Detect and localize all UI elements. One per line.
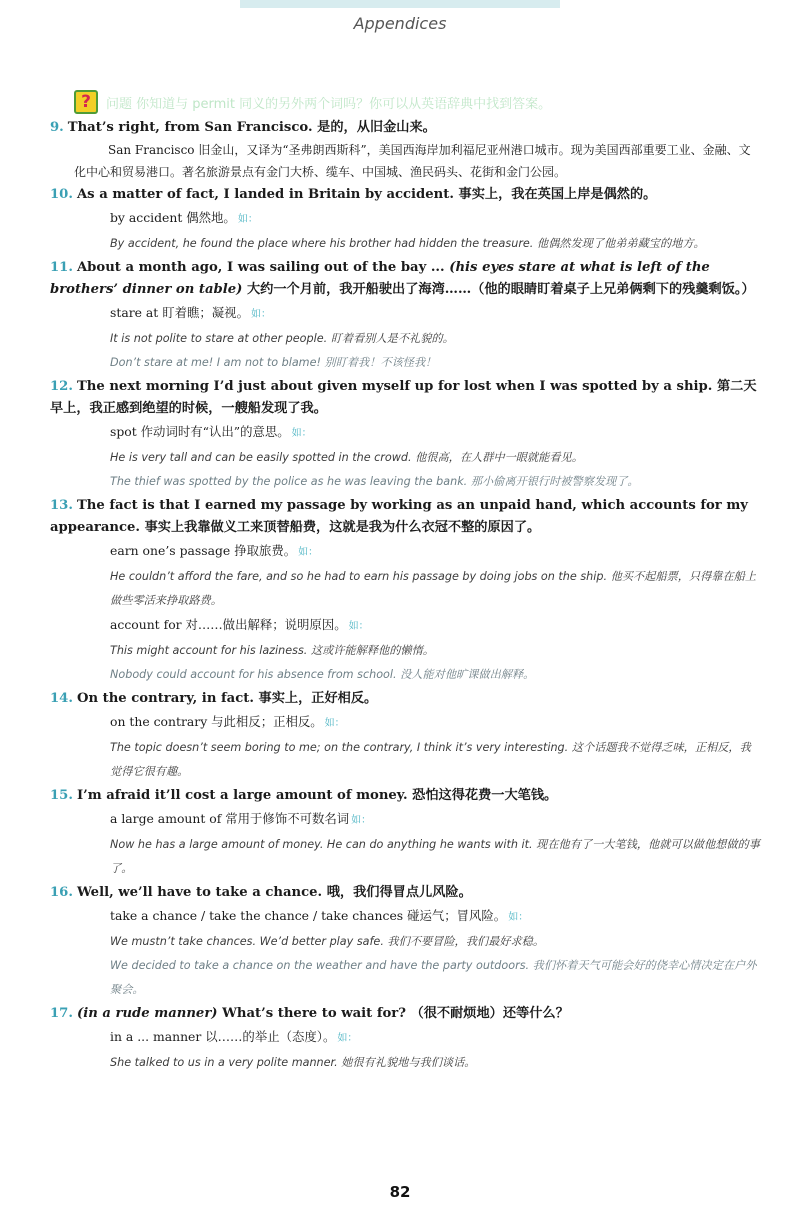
phrase-note	[50, 206, 760, 232]
example-sentence: The topic doesn’t seem boring to me; on the contrary, I think it’s very interesting. 这个话题我不觉得乏味，正相反，我觉得它很有趣。	[110, 741, 751, 778]
header-decoration	[240, 0, 560, 8]
example-sentence: It is not polite to stare at other people. 盯着看别人是不礼貌的。	[110, 332, 454, 345]
entry	[50, 495, 760, 687]
example-marker: 如：	[291, 428, 312, 439]
example-marker: 如：	[298, 547, 319, 558]
example-sentence: He is very tall and can be easily spotted in the crowd. 他很高，在人群中一眼就能看见。	[110, 451, 583, 464]
phrase-term: stare at 盯着瞧；凝视。	[110, 305, 249, 320]
entry-text: As a matter of fact, I landed in Britain by accident. 事实上，我在英国上岸是偶然的。	[76, 187, 657, 202]
phrase-term: a large amount of 常用于修饰不可数名词	[110, 811, 350, 826]
entry-text: That’s right, from San Francisco. 是的，从旧金山来。	[67, 120, 436, 135]
explanation-paragraph: San Francisco 旧金山，又译为“圣弗朗西斯科”，美国西海岸加利福尼亚州港口城市。现为美国西部重要工业、金融、文化中心和贸易港口。著名旅游景点有金门大桥、缆车、中国城、渔民码头、花街和金门公园。	[74, 143, 751, 179]
phrase-note	[50, 539, 760, 565]
phrase-note	[50, 1025, 760, 1051]
entry	[50, 184, 760, 256]
phrase-term: take a chance / take the chance / take chances 碰运气；冒风险。	[110, 908, 507, 923]
entry-text: Well, we’ll have to take a chance. 哦，我们得冒点儿风险。	[76, 885, 472, 900]
phrase-term: by accident 偶然地。	[110, 210, 236, 225]
entry-heading	[50, 117, 760, 139]
entry-heading	[50, 882, 760, 904]
example-sentence: By accident, he found the place where his brother had hidden the treasure. 他偶然发现了他弟弟藏宝的地方。	[110, 237, 705, 250]
entry-translation: 大约一个月前，我开船驶出了海湾……（他的眼睛盯着桌子上兄弟俩剩下的残羹剩饭。）	[242, 282, 755, 297]
example-sentence: We mustn’t take chances. We’d better play safe. 我们不要冒险，我们最好求稳。	[110, 935, 545, 948]
page-header: Appendices	[353, 14, 447, 33]
entry-number: 12.	[50, 379, 73, 394]
entry	[50, 257, 760, 375]
phrase-note	[50, 904, 760, 930]
example-sentence: Don’t stare at me! I am not to blame! 别盯着我！不该怪我！	[110, 356, 437, 369]
phrase-note	[50, 613, 760, 639]
example-marker: 如：	[348, 621, 369, 632]
example-marker: 如：	[508, 912, 529, 923]
phrase-note	[50, 710, 760, 736]
example-marker: 如：	[337, 1033, 358, 1044]
stage-direction: (in a rude manner)	[76, 1006, 218, 1021]
entry-list	[50, 117, 760, 1075]
entry-number: 15.	[50, 788, 73, 803]
entry-heading	[50, 257, 760, 301]
entry-number: 13.	[50, 498, 73, 513]
example-sentence: This might account for his laziness. 这或许能解释他的懒惰。	[110, 644, 434, 657]
entry-number: 9.	[50, 120, 64, 135]
entry	[50, 376, 760, 494]
entry-heading	[50, 376, 760, 420]
phrase-term: in a ... manner 以……的举止（态度）。	[110, 1029, 336, 1044]
phrase-note	[50, 301, 760, 327]
entry-text: What’s there to wait for? （很不耐烦地）还等什么？	[217, 1006, 569, 1021]
entry	[50, 785, 760, 881]
question-callout	[74, 90, 760, 114]
phrase-term: account for 对……做出解释；说明原因。	[110, 617, 347, 632]
question-mark-icon: ?	[74, 90, 98, 114]
entry-heading	[50, 184, 760, 206]
entry-number: 10.	[50, 187, 73, 202]
example-marker: 如：	[237, 214, 258, 225]
example-sentence: The thief was spotted by the police as he was leaving the bank. 那小偷离开银行时被警察发现了。	[110, 475, 639, 488]
entry-text: About a month ago, I was sailing out of the bay ...	[76, 260, 450, 275]
example-sentence: We decided to take a chance on the weather and have the party outdoors. 我们怀着天气可能会好的侥幸心情决定在户外聚会。	[110, 959, 757, 996]
entry-text: I’m afraid it’ll cost a large amount of money. 恐怕这得花费一大笔钱。	[76, 788, 558, 803]
phrase-note	[50, 420, 760, 446]
question-text: 问题 你知道与 permit 同义的另外两个词吗？你可以从英语辞典中找到答案。	[106, 96, 552, 112]
example-sentence: Nobody could account for his absence from school. 没人能对他旷课做出解释。	[110, 668, 535, 681]
phrase-note	[50, 807, 760, 833]
entry-number: 16.	[50, 885, 73, 900]
phrase-term: earn one’s passage 挣取旅费。	[110, 543, 297, 558]
example-sentence: He couldn’t afford the fare, and so he had to earn his passage by doing jobs on the ship. 他买不起船票，只得靠在船上做些零活来挣取路费。	[110, 570, 757, 607]
entry-heading	[50, 688, 760, 710]
example-marker: 如：	[250, 309, 271, 320]
entry-text: The next morning I’d just about given myself up for lost when I was spotted by a ship. 第二天早上，我正感到绝望的时候，一艘船发现了我。	[50, 379, 757, 416]
page-number: 82	[389, 1183, 411, 1201]
entry	[50, 117, 760, 183]
entry	[50, 688, 760, 784]
example-marker: 如：	[324, 718, 345, 729]
phrase-term: spot 作动词时有“认出”的意思。	[110, 424, 290, 439]
example-sentence: She talked to us in a very polite manner. 她很有礼貌地与我们谈话。	[110, 1056, 476, 1069]
phrase-term: on the contrary 与此相反；正相反。	[110, 714, 323, 729]
entry-heading	[50, 1003, 760, 1025]
entry-number: 11.	[50, 260, 73, 275]
entry	[50, 882, 760, 1002]
entry-text: The fact is that I earned my passage by working as an unpaid hand, which accounts for my appearance. 事实上我靠做义工来顶替船费，这就是我为什么衣冠不整的原因了。	[50, 498, 748, 535]
entry-text: On the contrary, in fact. 事实上，正好相反。	[76, 691, 378, 706]
entry	[50, 1003, 760, 1075]
entry-number: 17.	[50, 1006, 73, 1021]
stage-direction: (his eyes stare at what is left of the brothers’ dinner on table)	[50, 260, 710, 297]
example-sentence: Now he has a large amount of money. He can do anything he wants with it. 现在他有了一大笔钱，他就可以做他想做的事了。	[110, 838, 760, 875]
example-marker: 如：	[351, 815, 372, 826]
entry-number: 14.	[50, 691, 73, 706]
entry-heading	[50, 495, 760, 539]
entry-heading	[50, 785, 760, 807]
page-content	[50, 90, 760, 1076]
